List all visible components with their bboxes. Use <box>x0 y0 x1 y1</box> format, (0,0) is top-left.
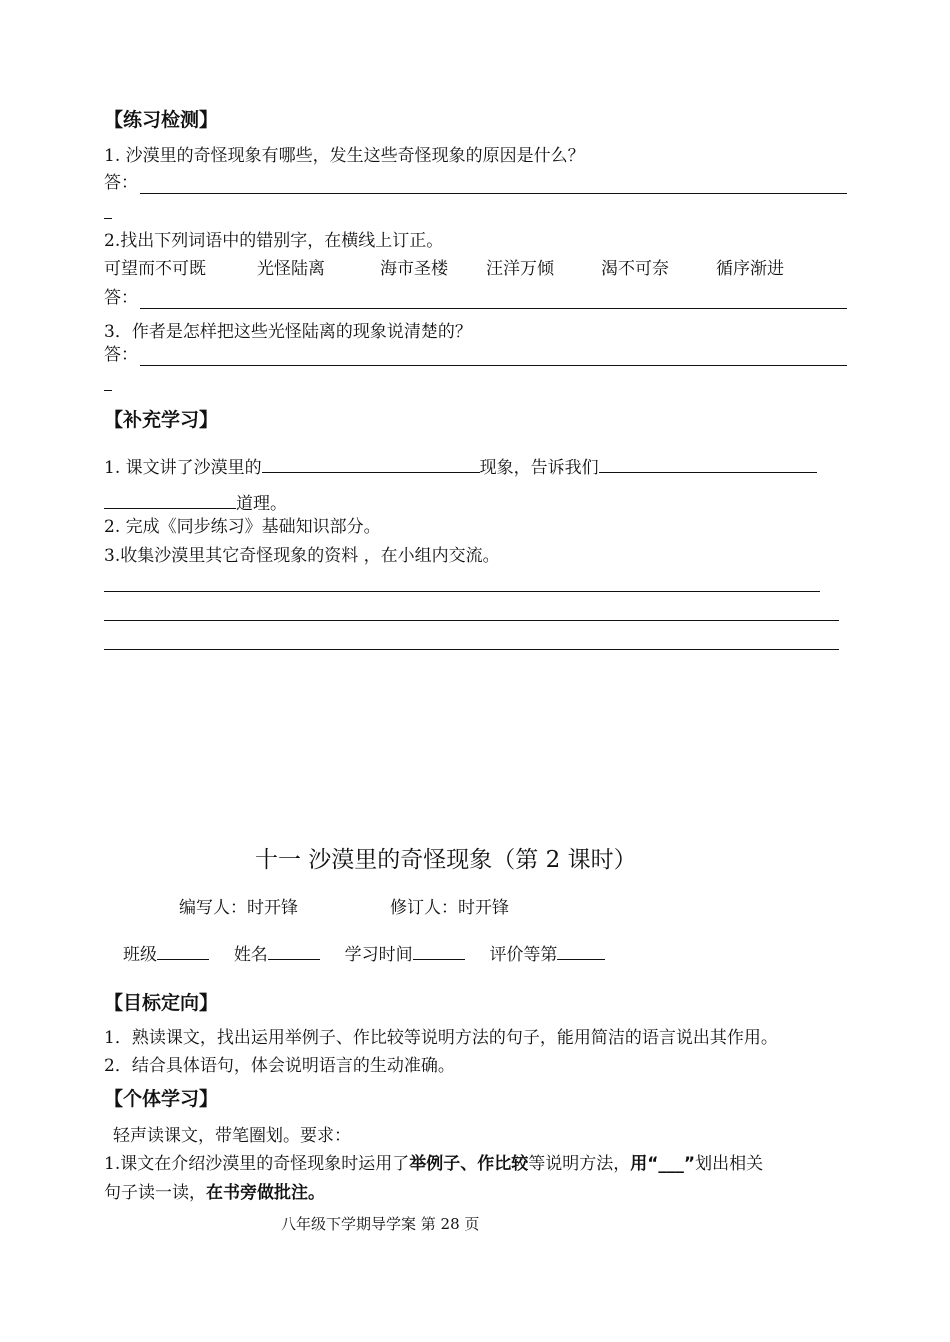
writing-line[interactable] <box>104 649 839 650</box>
author-credit: 编写人：时开锋 <box>179 898 298 918</box>
word-item: 汪洋万倾 <box>486 259 554 279</box>
reviser-credit: 修订人：时开锋 <box>390 898 509 918</box>
task-text: 1.课文在介绍沙漠里的奇怪现象时运用了 <box>104 1154 410 1174</box>
task-text: 划出相关 <box>695 1154 764 1174</box>
evaluation-label: 评价等第 <box>489 945 558 965</box>
name-field[interactable] <box>268 943 320 960</box>
individual-task-1 <box>104 1153 763 1175</box>
task-text: 等说明方法， <box>528 1154 631 1174</box>
word-item: 循序渐进 <box>716 259 784 279</box>
word-list <box>104 258 824 280</box>
answer-blank[interactable] <box>140 347 847 366</box>
supplementary-question-1-cont <box>104 492 287 515</box>
individual-intro: 轻声读课文，带笔圈划。要求： <box>113 1126 351 1146</box>
answer-line-2[interactable] <box>104 287 847 309</box>
question-1: 1. 沙漠里的奇怪现象有哪些，发生这些奇怪现象的原因是什么？ <box>104 146 585 166</box>
fill-blank-lesson[interactable] <box>599 456 817 473</box>
supplementary-question-2: 2. 完成《同步练习》基础知识部分。 <box>104 517 381 537</box>
word-item: 海市圣楼 <box>380 259 448 279</box>
supplementary-question-1 <box>104 456 817 479</box>
answer-blank[interactable] <box>140 290 847 309</box>
section-heading-goals: 【目标定向】 <box>104 992 219 1014</box>
answer-line-stub <box>104 390 112 391</box>
word-item: 渴不可奈 <box>601 259 669 279</box>
section-heading-individual: 【个体学习】 <box>104 1088 219 1110</box>
goal-item-1: 1．熟读课文，找出运用举例子、作比较等说明方法的句子，能用简洁的语言说出其作用。 <box>104 1028 778 1048</box>
fill-blank-lesson-cont[interactable] <box>104 492 236 509</box>
answer-line-1[interactable] <box>104 172 847 194</box>
writing-line[interactable] <box>104 591 820 592</box>
individual-task-1-cont <box>104 1182 325 1204</box>
question-text: 1. 课文讲了沙漠里的 <box>104 458 262 478</box>
question-2: 2.找出下列词语中的错别字，在横线上订正。 <box>104 231 444 251</box>
task-text-bold: 用“___” <box>630 1154 696 1174</box>
section-heading-supplementary: 【补充学习】 <box>104 409 219 431</box>
answer-line-stub <box>104 218 112 219</box>
question-text: 现象，告诉我们 <box>479 458 599 478</box>
task-text-bold: 举例子、作比较 <box>409 1154 529 1174</box>
question-text: 道理。 <box>236 494 287 514</box>
class-label: 班级 <box>123 945 157 965</box>
answer-label: 答： <box>104 345 138 365</box>
answer-label: 答： <box>104 288 138 308</box>
class-field[interactable] <box>157 943 209 960</box>
section-heading-practice: 【练习检测】 <box>104 109 219 131</box>
name-label: 姓名 <box>233 945 268 965</box>
question-3: 3．作者是怎样把这些光怪陆离的现象说清楚的？ <box>104 322 472 342</box>
student-info-row <box>123 943 605 966</box>
study-time-label: 学习时间 <box>344 945 413 965</box>
lesson-title: 十一 沙漠里的奇怪现象（第 2 课时） <box>255 847 637 873</box>
fill-blank-phenomenon[interactable] <box>262 456 480 473</box>
writing-line[interactable] <box>104 620 839 621</box>
task-text-bold: 在书旁做批注。 <box>206 1183 325 1203</box>
page-footer: 八年级下学期导学案 第 28 页 <box>281 1215 480 1233</box>
supplementary-question-3: 3.收集沙漠里其它奇怪现象的资料 ，在小组内交流。 <box>104 546 500 566</box>
answer-label: 答： <box>104 173 138 193</box>
word-item: 可望而不可既 <box>104 259 206 279</box>
answer-blank[interactable] <box>140 175 847 194</box>
study-time-field[interactable] <box>413 943 465 960</box>
task-text: 句子读一读， <box>104 1183 206 1203</box>
answer-line-3[interactable] <box>104 344 847 366</box>
evaluation-field[interactable] <box>557 943 605 960</box>
goal-item-2: 2．结合具体语句，体会说明语言的生动准确。 <box>104 1056 455 1076</box>
word-item: 光怪陆离 <box>257 259 325 279</box>
